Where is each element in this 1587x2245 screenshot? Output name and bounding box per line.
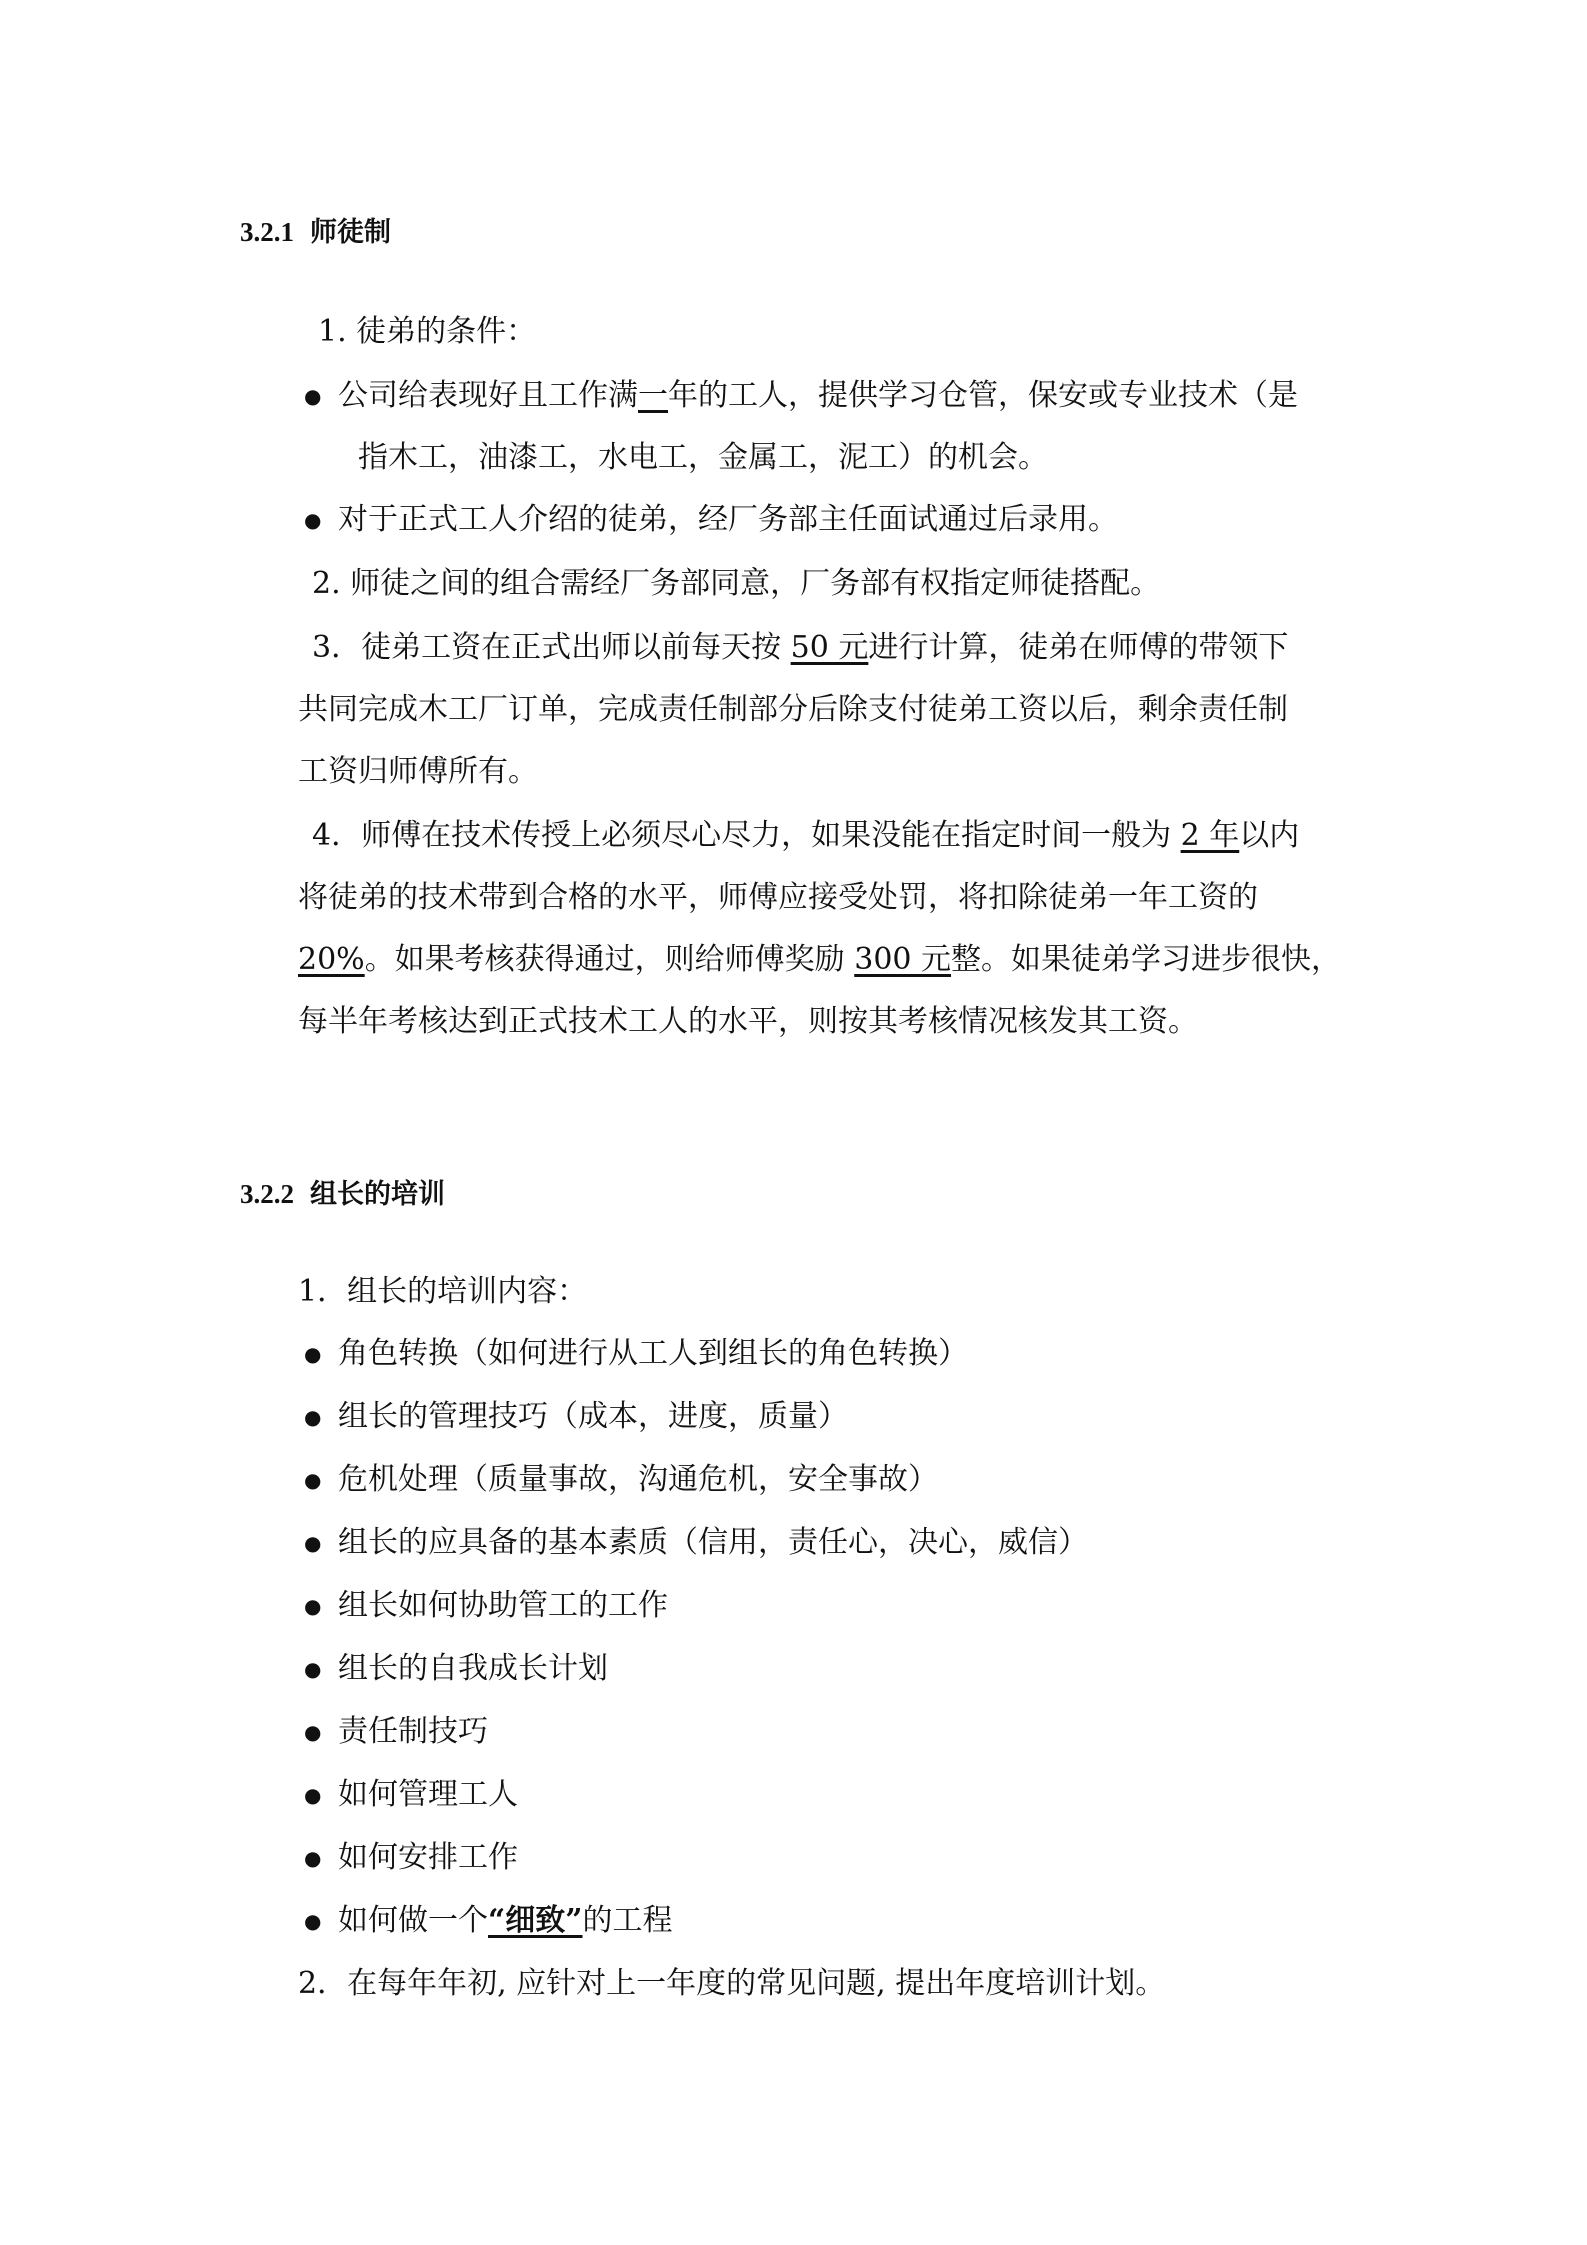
bullet-icon: ● bbox=[304, 1720, 322, 1744]
section-heading-321 bbox=[240, 210, 391, 249]
bullet-icon: ● bbox=[304, 1468, 322, 1492]
bullet-icon: ● bbox=[304, 1909, 322, 1933]
list-item: 如何做一个“细致”的工程 bbox=[338, 1903, 673, 1938]
section-number: 3.2.2 bbox=[240, 1179, 294, 1209]
section-heading-322 bbox=[240, 1172, 445, 1211]
list-item: 如何安排工作 bbox=[338, 1840, 518, 1875]
item-4-line-3: 20%。如果考核获得通过，则给师傅奖励 300 元整。如果徒弟学习进步很快， bbox=[298, 942, 1342, 977]
bullet-icon: ● bbox=[304, 1594, 322, 1618]
item-1-heading: 1．组长的培训内容： bbox=[298, 1274, 588, 1309]
bullet-icon: ● bbox=[304, 1531, 322, 1555]
list-item: 角色转换（如何进行从工人到组长的角色转换） bbox=[338, 1336, 968, 1371]
list-item: 组长的自我成长计划 bbox=[338, 1651, 608, 1686]
item-4-line-4: 每半年考核达到正式技术工人的水平，则按其考核情况核发其工资。 bbox=[298, 1004, 1198, 1039]
item-3-line-3: 工资归师傅所有。 bbox=[298, 754, 538, 789]
list-item: 危机处理（质量事故，沟通危机，安全事故） bbox=[338, 1462, 938, 1497]
list-item: 组长如何协助管工的工作 bbox=[338, 1588, 668, 1623]
item-3-line-1: 3．徒弟工资在正式出师以前每天按 50 元进行计算，徒弟在师傅的带领下 bbox=[312, 630, 1289, 665]
section-number: 3.2.1 bbox=[240, 217, 294, 247]
bullet-icon: ● bbox=[304, 1846, 322, 1870]
list-item: 责任制技巧 bbox=[338, 1714, 488, 1749]
item-4-line-1: 4．师傅在技术传授上必须尽心尽力，如果没能在指定时间一般为 2 年以内 bbox=[312, 818, 1300, 853]
bullet-icon: ● bbox=[304, 1783, 322, 1807]
section-title: 组长的培训 bbox=[310, 1179, 445, 1210]
list-item: 组长的应具备的基本素质（信用，责任心，决心，威信） bbox=[338, 1525, 1088, 1560]
bullet-line: 对于正式工人介绍的徒弟，经厂务部主任面试通过后录用。 bbox=[338, 502, 1118, 537]
item-1-heading: 1. 徒弟的条件： bbox=[318, 314, 537, 349]
list-item: 组长的管理技巧（成本，进度，质量） bbox=[338, 1399, 848, 1434]
list-item: 如何管理工人 bbox=[338, 1777, 518, 1812]
section-title: 师徒制 bbox=[310, 217, 391, 248]
bullet-line: 公司给表现好且工作满一年的工人，提供学习仓管，保安或专业技术（是 bbox=[338, 378, 1298, 413]
item-2: 2. 师徒之间的组合需经厂务部同意，厂务部有权指定师徒搭配。 bbox=[312, 566, 1161, 601]
bullet-icon: ● bbox=[304, 1405, 322, 1429]
bullet-icon: ● bbox=[304, 384, 322, 408]
bullet-line-continuation: 指木工，油漆工，水电工，金属工，泥工）的机会。 bbox=[358, 440, 1048, 475]
bullet-icon: ● bbox=[304, 1342, 322, 1366]
item-2: 2．在每年年初, 应针对上一年度的常见问题, 提出年度培训计划。 bbox=[298, 1966, 1166, 2001]
item-4-line-2: 将徒弟的技术带到合格的水平，师傅应接受处罚，将扣除徒弟一年工资的 bbox=[298, 880, 1258, 915]
bullet-icon: ● bbox=[304, 1657, 322, 1681]
bullet-icon: ● bbox=[304, 508, 322, 532]
item-3-line-2: 共同完成木工厂订单，完成责任制部分后除支付徒弟工资以后，剩余责任制 bbox=[298, 692, 1288, 727]
